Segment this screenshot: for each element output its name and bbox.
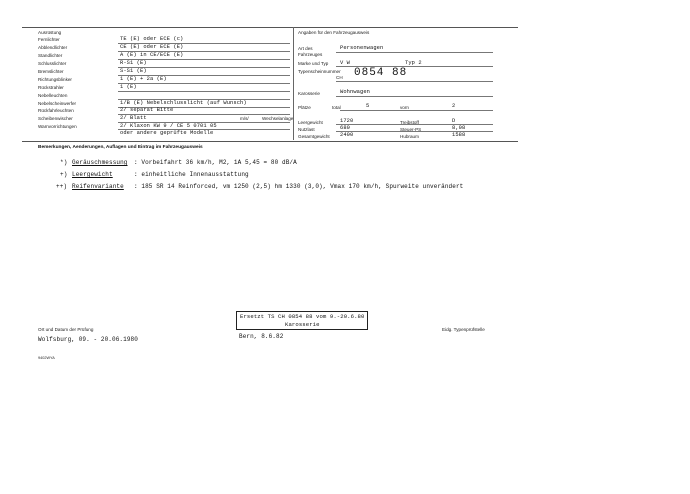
- treibstoff-label: Treibstoff: [400, 120, 419, 125]
- label-bremslichter: Bremslichter: [38, 69, 64, 74]
- remarks-heading: Bemerkungen, Aenderungen, Auflagen und Eintrag im Fahrzeugausweis: [38, 145, 203, 150]
- ort-label: Ort und Datum der Prüfung: [38, 327, 94, 332]
- value-rueckstrahler: 1 (E): [120, 84, 137, 90]
- label-rueckfahrleuchten: Rückfahrleuchten: [38, 108, 74, 113]
- bern-date: Bern, 8.6.82: [239, 333, 284, 340]
- remark-1-term: Geräuschmessung: [72, 159, 128, 166]
- remark-1-text: : Vorbeifahrt 36 km/h, M2, 1A 5,45 = 80 dB/A: [134, 159, 297, 166]
- value-scheibenwischer: 2/ Blatt: [120, 115, 147, 121]
- remark-2-term: Leergewicht: [72, 171, 113, 178]
- label-schlusslichter: Schlusslichter: [38, 61, 67, 66]
- value-schlusslichter: R-S1 (E): [120, 60, 147, 66]
- rule: [336, 52, 493, 53]
- leergewicht-label: Leergewicht: [298, 120, 323, 125]
- value-fernlichter: TE (E) oder ECE (c): [120, 36, 184, 42]
- rule: [336, 124, 493, 125]
- leergewicht-value: 1720: [340, 118, 354, 124]
- plaetze-label: Plätze: [298, 105, 311, 110]
- left-heading: Ausrüstung: [38, 30, 62, 35]
- rule: [336, 81, 493, 82]
- label-nebelscheinwerfer: Nebelscheinwerfer: [38, 101, 77, 106]
- total-value: 5: [366, 103, 370, 109]
- label-scheibenwischer: Scheibenwischer: [38, 116, 73, 121]
- label-richtungsblinker: Richtungsblinker: [38, 77, 72, 82]
- remark-2-mark: +): [60, 171, 68, 178]
- gesamt-label: Gesamtgewicht: [298, 134, 330, 139]
- vorn-label: vorn: [400, 105, 409, 110]
- document-code: 9402WYA: [38, 356, 55, 360]
- replacement-stamp: [236, 311, 368, 330]
- right-heading: Angaben für den Fahrzeugausweis: [298, 30, 370, 35]
- rule: [118, 83, 290, 84]
- rule: [118, 91, 290, 92]
- steuer-label: Steuer-PS: [400, 127, 422, 132]
- mid-rule: [22, 141, 518, 142]
- ort-value: Wolfsburg, 09. - 20.06.1980: [38, 336, 138, 343]
- label-fernlichter: Fernlichter: [38, 37, 60, 42]
- remark-3-mark: ++): [56, 183, 68, 190]
- remark-3-text: : 185 SR 14 Reinforced, vm 1250 (2,5) hm 1330 (3,0), Vmax 170 km/h, Spurweite unverändert: [134, 183, 464, 190]
- treibstoff-value: D: [452, 118, 456, 124]
- label-warnvorrichtungen: Warnvorrichtungen: [38, 124, 77, 129]
- art-label: Art des Fahrzeuges: [298, 46, 323, 57]
- genehmigung-label: Typenscheinnummer: [298, 69, 341, 74]
- steuer-value: 8,08: [452, 125, 466, 131]
- hubraum-value: 1588: [452, 132, 466, 138]
- ch-number: 0854 88: [354, 67, 408, 79]
- top-rule: [22, 27, 518, 28]
- value-bremslichter: S-S1 (E): [120, 68, 147, 74]
- label-rueckstrahler: Rückstrahler: [38, 85, 64, 90]
- remark-3-term: Reifenvariante: [72, 183, 124, 190]
- typ-value: Typ 2: [405, 60, 422, 66]
- nutzlast-value: 680: [340, 125, 351, 131]
- value-abblendlichter: CE (E) oder ECE (E): [120, 44, 184, 50]
- label-nebelleuchten: Nebelleuchten: [38, 93, 68, 98]
- marke-label: Marke und Typ: [298, 61, 329, 66]
- karosserie-label: Karosserie: [298, 91, 320, 96]
- nutzlast-label: Nutzlast: [298, 127, 315, 132]
- value-rueckfahrleuchten: 2/ separat Bitte: [120, 107, 174, 113]
- value-warnvorrichtungen-2: oder andere geprüfte Modelle: [120, 130, 214, 136]
- remark-2-text: : einheitliche Innenausstattung: [134, 171, 249, 178]
- rule: [336, 96, 493, 97]
- value-richtungsblinker: 1 (E) + 2a (E): [120, 76, 167, 82]
- gesamt-value: 2400: [340, 132, 354, 138]
- column-divider: [293, 27, 294, 140]
- art-value: Personenwagen: [340, 45, 384, 51]
- label-standlichter: Standlichter: [38, 53, 63, 58]
- wischer-unit: m/s/: [240, 116, 249, 121]
- stamp-line-2: Karosserie: [285, 321, 320, 328]
- hubraum-label: Hubraum: [400, 134, 419, 139]
- rule: [340, 110, 493, 111]
- label-abblendlichter: Abblendlichter: [38, 45, 68, 50]
- value-warnvorrichtungen: 2/ Klaxon KW 9 / CE 5 0701 05: [120, 123, 217, 129]
- marke-value: V W: [340, 60, 351, 66]
- wischer-label: Wechselanlage: [262, 116, 294, 121]
- vorn-value: 2: [452, 103, 456, 109]
- value-standlichter: A (E) in CE/ECE (E): [120, 52, 184, 58]
- stamp-line-1: Ersetzt TS CH 0854 88 vom 9.-20.6.80: [240, 313, 365, 320]
- total-label: total: [332, 105, 341, 110]
- ch-label: CH: [336, 75, 343, 80]
- value-nebelscheinwerfer: 1/B (E) Nebelschlusslicht (auf Wunsch): [120, 100, 247, 106]
- rule: [336, 131, 493, 132]
- remark-1-mark: *): [60, 159, 68, 166]
- pruefstelle-label: Eidg. Typenprüfstelle: [442, 327, 485, 332]
- karosserie-value: Wohnwagen: [340, 89, 371, 95]
